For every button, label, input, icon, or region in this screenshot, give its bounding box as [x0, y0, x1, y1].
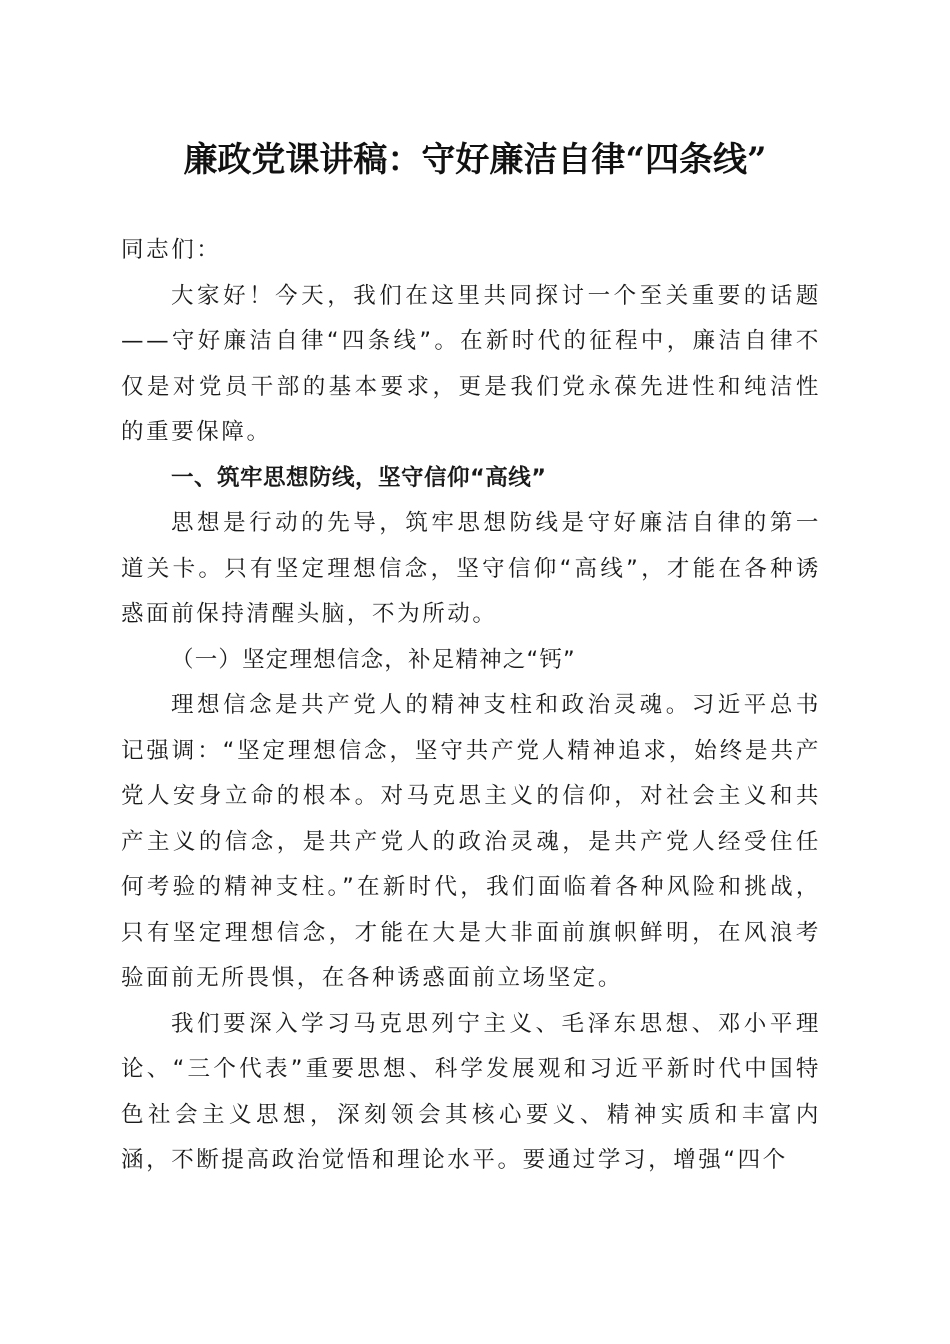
section-heading: 一、筑牢思想防线，坚守信仰“高线”	[171, 464, 547, 491]
document-body	[121, 228, 821, 1184]
subsection-heading: （一）坚定理想信念，补足精神之“钙”	[171, 646, 576, 673]
salutation: 同志们：	[121, 237, 222, 263]
body-paragraph: 我们要深入学习马克思列宁主义、毛泽东思想、邓小平理论、“三个代表”重要思想、科学发展观和习近平新时代中国特色社会主义思想，深刻领会其核心要义、精神实质和丰富内涵，不断提高政治觉悟和理论水平。要通过学习，增强“四个	[121, 1010, 821, 1173]
document-title: 廉政党课讲稿：守好廉洁自律“四条线”	[183, 140, 767, 180]
body-paragraph: 理想信念是共产党人的精神支柱和政治灵魂。习近平总书记强调：“坚定理想信念，坚守共产党人精神追求，始终是共产党人安身立命的根本。对马克思主义的信仰，对社会主义和共产主义的信念，是共产党人的政治灵魂，是共产党人经受住任何考验的精神支柱。”在新时代，我们面临着各种风险和挑战，只有坚定理想信念，才能在大是大非面前旗帜鲜明，在风浪考验面前无所畏惧，在各种诱惑面前立场坚定。	[121, 692, 821, 991]
section-paragraph: 思想是行动的先导，筑牢思想防线是守好廉洁自律的第一道关卡。只有坚定理想信念，坚守信仰“高线”，才能在各种诱惑面前保持清醒头脑，不为所动。	[121, 510, 821, 627]
intro-paragraph: 大家好！今天，我们在这里共同探讨一个至关重要的话题——守好廉洁自律“四条线”。在新时代的征程中，廉洁自律不仅是对党员干部的基本要求，更是我们党永葆先进性和纯洁性的重要保障。	[121, 282, 821, 445]
